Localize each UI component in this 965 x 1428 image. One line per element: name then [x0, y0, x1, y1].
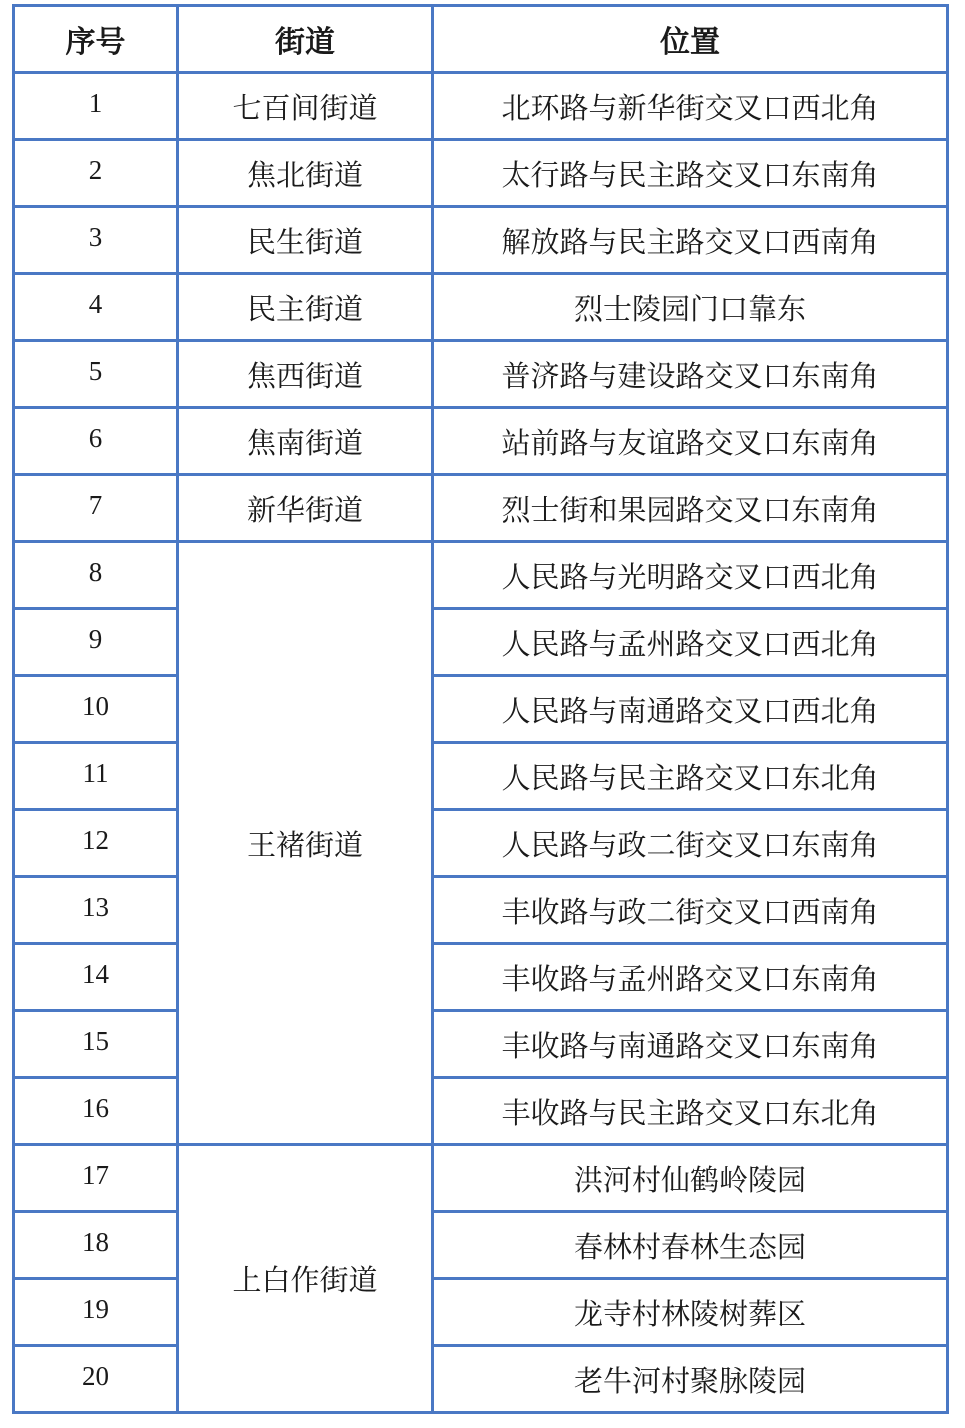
row-number: 1	[14, 73, 178, 140]
row-number: 9	[14, 609, 178, 676]
row-number: 18	[14, 1212, 178, 1279]
table-row	[14, 542, 948, 609]
row-location: 人民路与民主路交叉口东北角	[433, 743, 948, 810]
row-number: 17	[14, 1145, 178, 1212]
table-row	[14, 207, 948, 274]
row-location: 解放路与民主路交叉口西南角	[433, 207, 948, 274]
row-number: 6	[14, 408, 178, 475]
table-header-row	[14, 6, 948, 73]
row-street: 民主街道	[178, 274, 433, 341]
row-number: 10	[14, 676, 178, 743]
row-street: 王褚街道	[178, 542, 433, 1145]
header-location: 位置	[433, 6, 948, 73]
table-row	[14, 1078, 948, 1145]
row-location: 站前路与友谊路交叉口东南角	[433, 408, 948, 475]
row-street: 新华街道	[178, 475, 433, 542]
table-row	[14, 274, 948, 341]
row-number: 2	[14, 140, 178, 207]
table-row	[14, 676, 948, 743]
row-location: 太行路与民主路交叉口东南角	[433, 140, 948, 207]
row-street: 焦北街道	[178, 140, 433, 207]
row-street: 焦南街道	[178, 408, 433, 475]
row-number: 11	[14, 743, 178, 810]
row-location: 人民路与光明路交叉口西北角	[433, 542, 948, 609]
row-number: 16	[14, 1078, 178, 1145]
row-location: 人民路与孟州路交叉口西北角	[433, 609, 948, 676]
row-street: 上白作街道	[178, 1145, 433, 1413]
row-number: 19	[14, 1279, 178, 1346]
table-row	[14, 944, 948, 1011]
row-location: 普济路与建设路交叉口东南角	[433, 341, 948, 408]
row-number: 5	[14, 341, 178, 408]
table-row	[14, 408, 948, 475]
row-location: 北环路与新华街交叉口西北角	[433, 73, 948, 140]
table-row	[14, 475, 948, 542]
row-number: 20	[14, 1346, 178, 1413]
row-location: 丰收路与民主路交叉口东北角	[433, 1078, 948, 1145]
row-location: 龙寺村林陵树葬区	[433, 1279, 948, 1346]
row-number: 13	[14, 877, 178, 944]
row-location: 人民路与政二街交叉口东南角	[433, 810, 948, 877]
table-row	[14, 341, 948, 408]
row-location: 烈士陵园门口靠东	[433, 274, 948, 341]
row-location: 洪河村仙鹤岭陵园	[433, 1145, 948, 1212]
row-location: 丰收路与政二街交叉口西南角	[433, 877, 948, 944]
table-row	[14, 877, 948, 944]
row-location: 老牛河村聚脉陵园	[433, 1346, 948, 1413]
row-location: 丰收路与南通路交叉口东南角	[433, 1011, 948, 1078]
row-number: 14	[14, 944, 178, 1011]
row-location: 人民路与南通路交叉口西北角	[433, 676, 948, 743]
row-number: 8	[14, 542, 178, 609]
header-index: 序号	[14, 6, 178, 73]
row-location: 烈士街和果园路交叉口东南角	[433, 475, 948, 542]
row-location: 丰收路与孟州路交叉口东南角	[433, 944, 948, 1011]
table-row	[14, 1346, 948, 1413]
table-row	[14, 1279, 948, 1346]
row-number: 12	[14, 810, 178, 877]
table-row	[14, 743, 948, 810]
table-row	[14, 1145, 948, 1212]
table-row	[14, 140, 948, 207]
row-street: 民生街道	[178, 207, 433, 274]
locations-table	[12, 4, 949, 1414]
row-location: 春林村春林生态园	[433, 1212, 948, 1279]
row-street: 焦西街道	[178, 341, 433, 408]
header-street: 街道	[178, 6, 433, 73]
table-row	[14, 810, 948, 877]
row-number: 7	[14, 475, 178, 542]
row-number: 15	[14, 1011, 178, 1078]
table-row	[14, 1212, 948, 1279]
table-row	[14, 1011, 948, 1078]
row-number: 3	[14, 207, 178, 274]
table-row	[14, 609, 948, 676]
table-row	[14, 73, 948, 140]
row-number: 4	[14, 274, 178, 341]
row-street: 七百间街道	[178, 73, 433, 140]
